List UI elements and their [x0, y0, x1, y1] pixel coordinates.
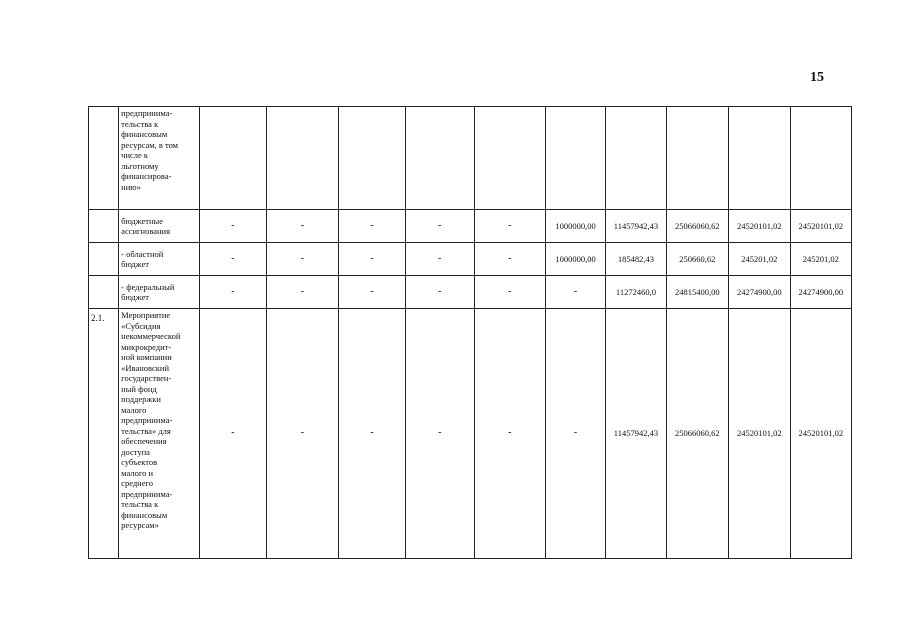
- value-cell: -: [405, 309, 474, 559]
- value-cell: 25066060,62: [666, 309, 729, 559]
- value-cell: -: [339, 309, 406, 559]
- value-cell: [266, 107, 338, 210]
- page-number: 15: [810, 70, 824, 85]
- value-cell: -: [405, 210, 474, 243]
- value-cell: -: [339, 210, 406, 243]
- value-cell: 24520101,02: [729, 309, 790, 559]
- value-cell: 11272460,0: [606, 276, 666, 309]
- row-label: предпринима- тельства к финансовым ресурсам, в том числе к льготному финансирова- нию»: [119, 107, 200, 210]
- value-cell: -: [474, 276, 545, 309]
- value-cell: 25066060,62: [666, 210, 729, 243]
- value-cell: -: [405, 276, 474, 309]
- value-cell: -: [199, 210, 266, 243]
- table-row: [89, 107, 852, 210]
- value-cell: 245201,02: [729, 243, 790, 276]
- value-cell: [729, 107, 790, 210]
- value-cell: -: [339, 276, 406, 309]
- row-label: - федеральный бюджет: [119, 276, 200, 309]
- table-row: [89, 210, 852, 243]
- value-cell: -: [474, 243, 545, 276]
- value-cell: [545, 107, 605, 210]
- value-cell: -: [474, 309, 545, 559]
- value-cell: [405, 107, 474, 210]
- value-cell: 24520101,02: [729, 210, 790, 243]
- row-label: - областной бюджет: [119, 243, 200, 276]
- budget-table: [88, 106, 852, 559]
- value-cell: -: [199, 276, 266, 309]
- value-cell: -: [199, 309, 266, 559]
- row-number: [89, 107, 119, 210]
- table-row: [89, 243, 852, 276]
- value-cell: 24274900,00: [729, 276, 790, 309]
- value-cell: [339, 107, 406, 210]
- row-number: 2.1.: [89, 309, 119, 559]
- table-row: [89, 309, 852, 559]
- value-cell: 185482,43: [606, 243, 666, 276]
- value-cell: -: [405, 243, 474, 276]
- value-cell: [199, 107, 266, 210]
- value-cell: 250660,62: [666, 243, 729, 276]
- value-cell: -: [266, 243, 338, 276]
- value-cell: 11457942,43: [606, 309, 666, 559]
- row-label: Мероприятие «Субсидия некоммерческой микрокредит- ной компании «Ивановский государствен- ный фонд поддержки малого предпринима- тельства» для обеспечения доступа субъектов малого и среднего предпринима- тельства к финансовым ресурсам»: [119, 309, 200, 559]
- value-cell: 1000000,00: [545, 243, 605, 276]
- value-cell: -: [266, 309, 338, 559]
- value-cell: -: [266, 276, 338, 309]
- value-cell: -: [474, 210, 545, 243]
- value-cell: 245201,02: [790, 243, 851, 276]
- row-number: [89, 243, 119, 276]
- value-cell: 11457942,43: [606, 210, 666, 243]
- value-cell: -: [339, 243, 406, 276]
- value-cell: -: [199, 243, 266, 276]
- value-cell: 24815400,00: [666, 276, 729, 309]
- value-cell: 24520101,02: [790, 210, 851, 243]
- value-cell: [790, 107, 851, 210]
- row-label: бюджетные ассигнования: [119, 210, 200, 243]
- table-row: [89, 276, 852, 309]
- value-cell: [606, 107, 666, 210]
- value-cell: [666, 107, 729, 210]
- row-number: [89, 210, 119, 243]
- value-cell: 1000000,00: [545, 210, 605, 243]
- value-cell: [474, 107, 545, 210]
- value-cell: -: [545, 309, 605, 559]
- row-number: [89, 276, 119, 309]
- value-cell: 24520101,02: [790, 309, 851, 559]
- value-cell: -: [266, 210, 338, 243]
- value-cell: 24274900,00: [790, 276, 851, 309]
- value-cell: -: [545, 276, 605, 309]
